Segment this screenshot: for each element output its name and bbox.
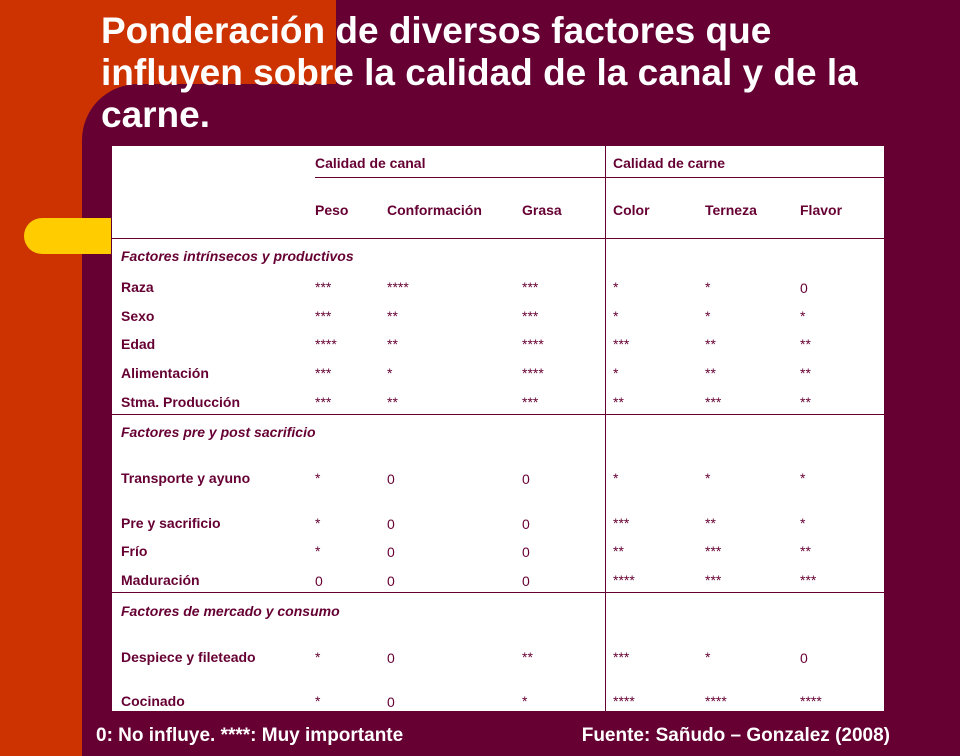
rating-cell: ***: [705, 543, 722, 559]
rating-cell: 0: [800, 280, 808, 296]
rating-cell: 0: [522, 471, 530, 487]
factor-label: Stma. Producción: [121, 394, 241, 410]
factors-table: [111, 145, 885, 712]
source-text: Fuente: Sañudo – Gonzalez (2008): [581, 725, 890, 746]
rating-cell: ***: [315, 365, 332, 381]
rating-cell: *: [613, 365, 619, 381]
rating-cell: ***: [613, 515, 630, 531]
header-divider: [315, 177, 885, 178]
factor-label: Edad: [121, 336, 156, 352]
rating-cell: *: [315, 515, 321, 531]
factor-label: Raza: [121, 279, 154, 295]
rating-cell: 0: [315, 573, 323, 589]
group-header: Calidad de canal: [315, 155, 426, 171]
factor-label: Transporte y ayuno: [121, 470, 251, 486]
rating-cell: *: [800, 470, 806, 486]
rating-cell: **: [800, 336, 811, 352]
rating-cell: *: [315, 693, 321, 709]
column-header: Flavor: [800, 202, 843, 218]
group-divider: [605, 238, 606, 414]
rating-cell: ***: [522, 394, 539, 410]
section-label: Factores intrínsecos y productivos: [121, 248, 354, 264]
factor-label: Pre y sacrificio: [121, 515, 221, 531]
rating-cell: ****: [613, 693, 635, 709]
rating-cell: *: [800, 308, 806, 324]
rating-cell: *: [522, 693, 528, 709]
rating-cell: *: [387, 365, 393, 381]
column-header: Conformación: [387, 202, 482, 218]
rating-cell: **: [800, 394, 811, 410]
column-header: Color: [613, 202, 650, 218]
group-divider: [605, 414, 606, 592]
rating-cell: *: [315, 649, 321, 665]
rating-cell: ****: [522, 336, 544, 352]
rating-cell: **: [387, 336, 398, 352]
factor-label: Cocinado: [121, 693, 185, 709]
section-label: Factores de mercado y consumo: [121, 603, 340, 619]
rating-cell: 0: [387, 694, 395, 710]
rating-cell: 0: [522, 516, 530, 532]
rating-cell: ***: [522, 308, 539, 324]
rating-cell: *: [705, 649, 711, 665]
rating-cell: **: [705, 336, 716, 352]
rating-cell: 0: [387, 544, 395, 560]
rating-cell: ***: [705, 394, 722, 410]
rating-cell: ****: [800, 693, 822, 709]
section-divider: [112, 238, 884, 239]
rating-cell: ***: [800, 572, 817, 588]
rating-cell: ***: [315, 308, 332, 324]
rating-cell: *: [613, 279, 619, 295]
rating-cell: **: [522, 649, 533, 665]
rating-cell: ****: [387, 279, 409, 295]
factor-label: Frío: [121, 543, 148, 559]
rating-cell: *: [315, 543, 321, 559]
section-divider: [112, 414, 884, 415]
rating-cell: **: [800, 365, 811, 381]
column-header: Terneza: [705, 202, 757, 218]
group-divider: [605, 592, 606, 712]
rating-cell: 0: [387, 573, 395, 589]
factor-label: Despiece y fileteado: [121, 649, 256, 665]
section-label: Factores pre y post sacrificio: [121, 424, 316, 440]
rating-cell: 0: [387, 516, 395, 532]
rating-cell: *: [705, 470, 711, 486]
group-header: Calidad de carne: [613, 155, 726, 171]
slide-title: Ponderación de diversos factores que influyen sobre la calidad de la canal y de la carne.: [101, 10, 858, 135]
rating-cell: ****: [705, 693, 727, 709]
rating-cell: *: [613, 470, 619, 486]
rating-cell: *: [705, 279, 711, 295]
rating-cell: ***: [613, 649, 630, 665]
rating-cell: *: [705, 308, 711, 324]
rating-cell: **: [705, 365, 716, 381]
rating-cell: ***: [315, 279, 332, 295]
rating-cell: *: [613, 308, 619, 324]
rating-cell: **: [613, 543, 624, 559]
rating-cell: ****: [315, 336, 337, 352]
rating-cell: ***: [522, 279, 539, 295]
section-divider: [112, 592, 884, 593]
factor-label: Alimentación: [121, 365, 209, 381]
rating-cell: 0: [522, 573, 530, 589]
factor-label: Maduración: [121, 572, 200, 588]
rating-cell: **: [387, 394, 398, 410]
factor-label: Sexo: [121, 308, 155, 324]
rating-cell: 0: [800, 650, 808, 666]
legend-text: 0: No influye. ****: Muy importante: [96, 725, 404, 746]
group-divider: [605, 146, 606, 238]
column-header: Peso: [315, 202, 349, 218]
rating-cell: ****: [522, 365, 544, 381]
rating-cell: ***: [613, 336, 630, 352]
rating-cell: 0: [387, 471, 395, 487]
rating-cell: **: [705, 515, 716, 531]
rating-cell: **: [387, 308, 398, 324]
rating-cell: *: [315, 470, 321, 486]
rating-cell: *: [800, 515, 806, 531]
rating-cell: ***: [705, 572, 722, 588]
column-header: Grasa: [522, 202, 562, 218]
rating-cell: **: [800, 543, 811, 559]
rating-cell: ***: [315, 394, 332, 410]
rating-cell: **: [613, 394, 624, 410]
rating-cell: 0: [522, 544, 530, 560]
rating-cell: ****: [613, 572, 635, 588]
rating-cell: 0: [387, 650, 395, 666]
